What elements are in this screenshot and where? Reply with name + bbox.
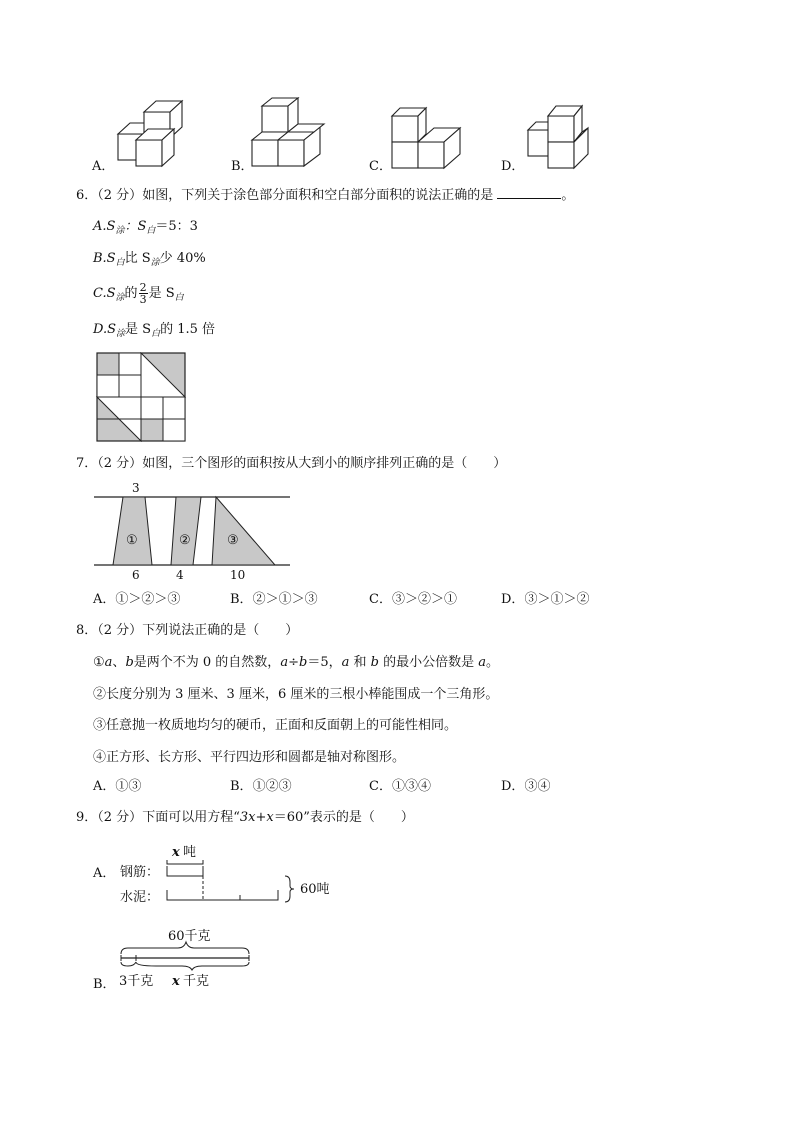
q6-option-b: $B.S_白$比 $S_涂$少 40% [93,251,206,268]
q6-option-a: $A.S_涂$：$S_白=5$：3 [93,219,198,236]
q5-option-a: A． [92,159,115,174]
top-label: 3 [132,481,140,495]
q9-option-b-diagram [116,924,266,994]
bottom-label-3: 10 [230,568,246,582]
q8-statement-1: ①a、b是两个不为 0 的自然数，a÷b＝5，a 和 b 的最小公倍数是 a。 [93,655,499,670]
shape-label-3: ③ [227,533,239,548]
q9-stem: 9．（2 分）下面可以用方程“3x+x＝60”表示的是（ ） [76,810,414,825]
q7-stem: 7．（2 分）如图，三个图形的面积按从大到小的顺序排列正确的是（ ） [76,456,507,471]
q5-option-b: B． [231,159,254,174]
cube-figure-c [386,104,466,172]
q7-option-a[interactable]: A．①＞②＞③ [93,592,181,607]
q8-statement-4: ④正方形、长方形、平行四边形和圆都是轴对称图形。 [93,750,406,765]
q7-parallel-figure [90,478,300,586]
question-text: 如图，下列关于涂色部分面积和空白部分面积的说法正确的是 [142,188,494,203]
bottom-label-2: 4 [176,568,184,582]
q6-option-d: $D.S_涂$是 $S_白$的 1.5 倍 [93,322,216,339]
shape-label-1: ① [126,533,138,548]
svg-text:60吨: 60吨 [300,882,330,897]
q6-option-c: $C.S_涂$的 $\frac{2}{3}$ 是 $S_白$ [93,281,184,306]
cube-figure-b [248,92,328,170]
question-number: 6． [76,188,98,203]
q5-option-c: C． [369,159,392,174]
q8-option-d[interactable]: D．③④ [501,779,551,794]
svg-text:60千克: 60千克 [168,929,211,944]
q8-option-c[interactable]: C．①③④ [369,779,431,794]
cube-figure-a [110,92,190,170]
fraction: $\frac{2}{3}$ [139,281,147,306]
svg-text:3千克: 3千克 [119,974,154,989]
question-score: （2 分） [97,188,143,203]
q8-statement-3: ③任意抛一枚质地均匀的硬币，正面和反面朝上的可能性相同。 [93,718,458,733]
q9-option-b-letter[interactable]: B． [93,977,116,992]
svg-text:水泥：: 水泥： [120,890,160,905]
svg-text:x: x [172,974,180,989]
q9-option-a-letter[interactable]: A． [93,866,116,881]
q8-statement-2: ②长度分别为 3 厘米、3 厘米，6 厘米的三根小棒能围成一个三角形。 [93,687,499,702]
q8-option-a[interactable]: A．①③ [93,779,142,794]
q7-option-b[interactable]: B．②＞①＞③ [230,592,318,607]
svg-text:吨: 吨 [183,845,197,860]
q7-option-c[interactable]: C．③＞②＞① [369,592,457,607]
shape-label-2: ② [179,533,191,548]
q5-option-d: D． [501,159,525,174]
cube-figure-d [522,100,602,172]
q8-option-b[interactable]: B．①②③ [230,779,292,794]
svg-text:千克: 千克 [183,974,210,989]
q6-stem: 6．（2 分）如图，下列关于涂色部分面积和空白部分面积的说法正确的是 。 [76,188,575,203]
q7-option-d[interactable]: D．③＞①＞② [501,592,590,607]
svg-text:x: x [172,845,180,860]
bottom-label-1: 6 [132,568,140,582]
q6-grid-figure [96,352,186,442]
q9-option-a-diagram [118,838,338,906]
svg-text:钢筋：: 钢筋： [120,865,160,880]
q8-stem: 8．（2 分）下列说法正确的是（ ） [76,623,299,638]
answer-blank[interactable] [497,186,561,199]
